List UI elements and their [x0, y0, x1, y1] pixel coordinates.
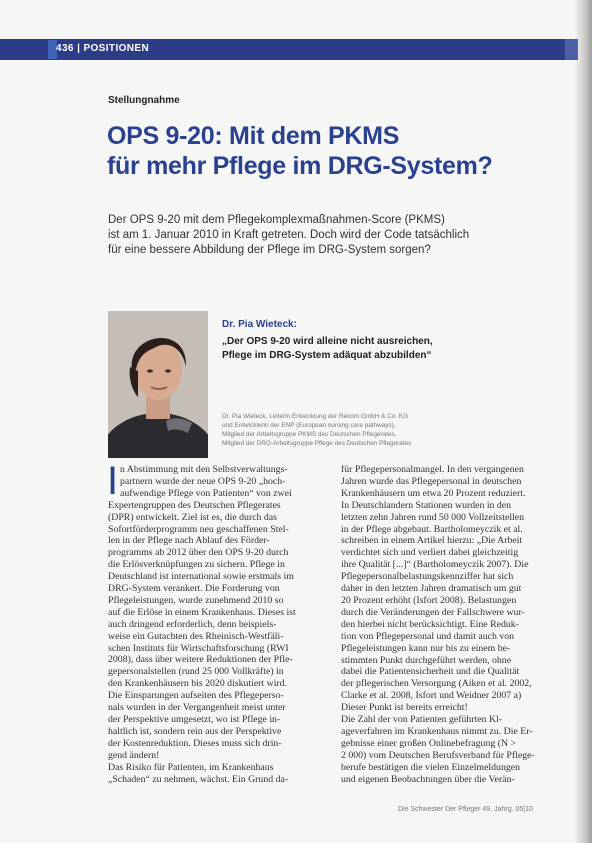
body-line: ihre Qualität [...]“ (Bartholomeyczik 2007). Die — [341, 559, 529, 571]
body-line: letzten zehn Jahren rund 50 000 Vollzeitstellen — [341, 511, 525, 523]
article-title-line: für mehr Pflege im DRG-System? — [107, 152, 493, 180]
body-column-right — [341, 464, 559, 785]
body-line: stimmten Punkt durchgeführt werden, ohne — [341, 654, 512, 666]
body-column-left — [107, 459, 326, 503]
quote-line: „Der OPS 9-20 wird alleine nicht ausreichen, — [222, 336, 433, 347]
body-line: auch dringend erforderlich, denn beispiels- — [108, 618, 277, 630]
body-line: dabei die Patientensicherheit und die Qualität — [341, 666, 520, 678]
body-line: 2008), dass über weitere Reduktionen der Pfle- — [108, 654, 293, 666]
body-line: durch die Veränderungen der Fallschwere wur- — [341, 606, 525, 618]
body-line: der Kostenreduktion. Dieses muss sich drin- — [108, 737, 282, 749]
body-line: auf die Erlöse in einem Krankenhaus. Dieses ist — [108, 606, 296, 618]
bio-line: und Entwicklerin der ENP (European nursing care pathways), — [222, 422, 396, 429]
author-photo — [108, 311, 208, 458]
interviewee-quote — [222, 335, 482, 363]
body-line: nals wurden in der Vergangenheit meist unter — [108, 702, 286, 714]
article-kicker: Stellungnahme — [108, 95, 180, 106]
bio-line: Mitglied der DRG-Arbeitsgruppe Pflege des Deutschen Pflegerates — [222, 440, 412, 447]
body-line: „Schaden“ zu nehmen, wächst. Ein Grund da- — [108, 773, 289, 785]
section-header-tab — [565, 39, 578, 60]
body-line: verdichtet sich und verliert dabei gleichzeitig — [341, 547, 519, 559]
body-line: den Krankenhäusern bis 2020 diskutiert wird. — [108, 678, 288, 690]
body-line: Deutschland ist international sowie erstmals im — [108, 571, 294, 583]
body-line: der Perspektive umgesetzt, wo ist Pflege in- — [108, 714, 281, 725]
body-line: Pflegepersonalbelastungskennziffer hat sich — [341, 571, 514, 583]
body-line: DRG-System verankert. Die Forderung von — [108, 583, 280, 595]
body-column-left-continued — [108, 500, 326, 786]
drop-cap: I — [107, 459, 119, 503]
body-line: gebnisse einer großen Onlinebefragung (N > — [341, 737, 517, 749]
body-line: Das Risiko für Patienten, im Krankenhaus — [108, 761, 274, 773]
page-footer: Die Schwester Der Pfleger 49. Jahrg. 05|10 — [398, 806, 533, 813]
body-line: die Erlösverknüpfungen zu sichern. Pflege in — [108, 559, 285, 571]
body-line: und eigenen Beobachtungen über die Verän- — [341, 773, 515, 785]
body-line: Expertengruppen des Deutschen Pflegerates — [108, 499, 281, 511]
body-line: schreiben in einem Artikel hierzu: „Die Arbeit — [341, 535, 523, 547]
article-title — [107, 121, 547, 181]
body-line: gend ändern! — [108, 749, 160, 761]
lead-line: für eine bessere Abbildung der Pflege im DRG-System sorgen? — [108, 244, 431, 256]
body-line: 2 000) vom Deutschen Berufsverband für Pflege- — [341, 749, 535, 761]
body-line: den hierbei nicht berücksichtigt. Eine Reduk- — [341, 618, 519, 630]
body-line: für Pflegepersonalmangel. In den vergangenen — [341, 464, 524, 475]
interviewee-name: Dr. Pia Wieteck: — [222, 319, 297, 330]
body-line: haltlich ist, sondern rein aus der Perspektive — [108, 725, 282, 737]
lead-line: ist am 1. Januar 2010 in Kraft getreten. Doch wird der Code tatsächlich — [108, 229, 470, 241]
body-line: Clarke et al. 2008, Isfort und Weidner 2007 a) — [341, 690, 522, 702]
portrait-illustration — [108, 311, 208, 458]
lead-line: Der OPS 9-20 mit dem Pflegekomplexmaßnahmen-Score (PKMS) — [108, 214, 445, 226]
body-line: programms ab 2012 über den OPS 9-20 durch — [108, 547, 289, 559]
article-lead — [108, 213, 548, 258]
body-line: Pflegeleistungen, wurde zunehmend 2010 so — [108, 594, 284, 606]
body-line: ageverfahren im Krankenhaus nimmt zu. Die Er- — [341, 725, 533, 737]
quote-line: Pflege im DRG-System adäquat abzubilden“ — [222, 350, 432, 361]
body-line: partnern wurde der neue OPS 9-20 „hoch- — [120, 475, 286, 487]
body-line: Pflegeleistungen kann nur bis zu einem be- — [341, 642, 511, 654]
body-line: daher in den letzten Jahren dramatisch um gut — [341, 583, 522, 595]
body-line: in der Pflege abgebaut. Bartholomeyczik et al. — [341, 523, 523, 535]
body-line: Sofortförderprogramm neu geschaffenen Stel- — [108, 523, 289, 535]
body-line: weise ein Gutachten des Rheinisch-Westfäli- — [108, 630, 284, 642]
body-line: schen Instituts für Wirtschaftsforschung (RWI — [108, 642, 289, 654]
body-line: Jahren wurde das Pflegepersonal in deutschen — [341, 475, 522, 487]
body-line: der pflegerischen Versorgung (Aiken et al. 2002, — [341, 678, 532, 690]
body-line: Die Einsparungen aufseiten des Pflegeperso- — [108, 690, 284, 702]
interviewee-bio — [222, 412, 552, 448]
page-gutter-shadow — [574, 0, 592, 843]
body-line: Die Zahl der von Patienten geführten Kl- — [341, 714, 503, 726]
body-line: gepersonalstellen (rund 25 000 Vollkräfte) in — [108, 666, 284, 678]
bio-line: Mitglied der Arbeitsgruppe PKMS des Deutschen Pflegerates, — [222, 431, 397, 438]
body-line: Dieser Punkt ist bereits erreicht! — [341, 702, 468, 714]
article-title-line: OPS 9-20: Mit dem PKMS — [107, 122, 400, 150]
section-label: 436 | POSITIONEN — [56, 43, 150, 54]
body-line: (DPR) entwickelt. Ziel ist es, die durch das — [108, 511, 277, 523]
body-line: tion von Pflegepersonal und damit auch von — [341, 630, 515, 642]
body-line: In Deutschlandern Stationen wurden in den — [341, 499, 512, 511]
body-line: berufe bestätigen die vielen Einzelmeldungen — [341, 761, 520, 773]
body-line: len in der Pflege nach Ablauf des Förder- — [108, 535, 270, 547]
body-line: aufwendige Pflege von Patienten“ von zwei — [120, 487, 292, 499]
body-line: n Abstimmung mit den Selbstverwaltungs- — [120, 464, 288, 475]
body-line: Krankenhäusern um etwa 20 Prozent reduziert. — [341, 487, 526, 499]
bio-line: Dr. Pia Wieteck, Leiterin Entwicklung der Recom GmbH & Co. KG — [222, 413, 409, 420]
body-line: 20 Prozent erhöht (Isfort 2008). Belastungen — [341, 594, 517, 606]
